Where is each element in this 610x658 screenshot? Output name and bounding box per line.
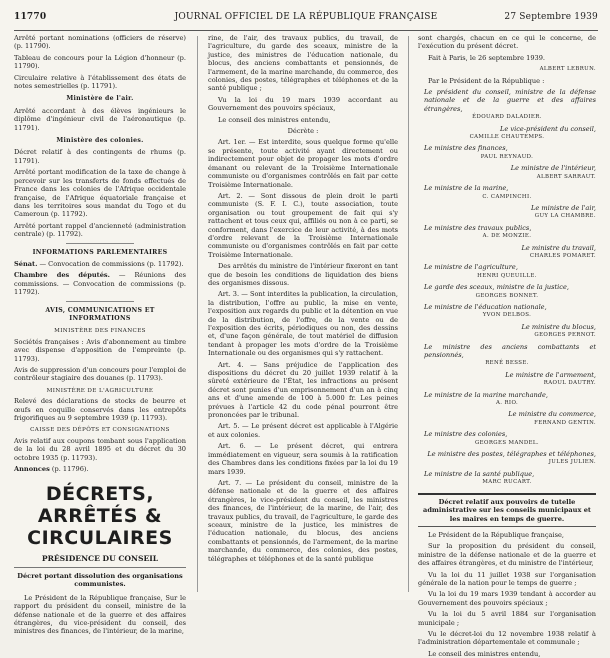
signatory-role: Le ministre de la santé publique,: [424, 469, 535, 478]
signatory-role: Le ministre de l'air,: [531, 203, 596, 212]
signatory-name: YVON DELBOS.: [482, 312, 532, 319]
signatory-name: MARC RUCART.: [482, 479, 532, 486]
section-heading: AVIS, COMMUNICATIONS ET INFORMATIONS: [45, 306, 155, 322]
decrete-label: Décrète :: [287, 127, 319, 136]
entry-label: Chambre des députés.: [14, 271, 110, 280]
signatory-name: PAUL REYNAUD.: [480, 153, 534, 160]
signatory-name: A. RIO.: [495, 400, 519, 407]
signatory-role: Le ministre du commerce,: [508, 410, 596, 419]
article-5: Art. 5. — Le présent décret est applicable à l'Algérie et aux colonies.: [208, 422, 398, 439]
signatory-role: Le garde des sceaux, ministre de la justice,: [424, 283, 569, 292]
summary-entry: [14, 465, 186, 473]
decree-paragraph: Vu la loi du 19 mars 1939 accordant au Gouvernement des pouvoirs spéciaux,: [208, 95, 398, 113]
signatory-role: Le ministre des postes, télégraphes et téléphones,: [427, 450, 596, 459]
signatory-role: Le ministre de l'éducation nationale,: [424, 302, 547, 311]
signatory-role: Le ministre de l'agriculture,: [424, 263, 518, 272]
signatory-intro: Par le Président de la République :: [428, 76, 545, 85]
signing-place-date: Fait à Paris, le 26 septembre 1939.: [428, 53, 545, 62]
signatory-name: CAMILLE CHAUTEMPS.: [469, 134, 545, 141]
decree-paragraph: Le conseil des ministres entendu,: [218, 115, 331, 124]
signatory-name: FERNAND GENTIN.: [534, 419, 596, 426]
signatory-name: ALBERT SARRAUT.: [536, 173, 596, 180]
issue-date: 27 Septembre 1939: [504, 12, 598, 22]
article-4: Art. 4. — Sans préjudice de l'application des dispositions du décret du 20 juillet 1939 relatif à la sûreté extérieure de l'État, les infractions au présent décret sont punies d'un emprisonnement d'un an à cinq ans et d'une amende de 100 à 5.000 fr. Les peines prévues à l'article 42 du code pénal pourront être prononcées par le tribunal.: [208, 360, 398, 420]
ministry-heading: MINISTÈRE DES FINANCES: [54, 328, 146, 335]
summary-entry: Relevé des déclarations de stocks de beurre et œufs en coquille conservés dans les entrepôts frigorifiques au 9 septembre 1939 (p. 11793).: [14, 397, 186, 423]
signatory-name: JULES JULIEN.: [548, 459, 596, 466]
signatory-role: Le ministre de l'intérieur,: [510, 164, 596, 173]
section-heading: INFORMATIONS PARLEMENTAIRES: [32, 248, 168, 256]
article-2: Art. 2. — Sont dissous de plein droit le parti communiste (S. F. I. C.), toute association, toute organisation ou tout groupement de fait qui s'y rattachent et tous ceux qui, affiliés ou non à ce parti, se conforment, dans l'exercice de leur activité, à des mots d'ordre relevant de la Troisième Internationale communiste ou d'organismes contrôlés en fait par cette Troisième Internationale.: [208, 191, 398, 259]
article-1: Art. 1er. — Est interdite, sous quelque forme qu'elle se présente, toute activité ayant directement ou indirectement pour objet de propager les mots d'ordre émanant ou relevant de la Troisième Internationale communiste ou d'organismes contrôlés en fait par cette Troisième Internationale.: [208, 138, 398, 189]
decree-paragraph: Le Président de la République française,: [428, 530, 564, 539]
signatory-name: CHARLES POMARET.: [529, 252, 596, 259]
summary-entry: Arrêté accordant à des élèves ingénieurs le diplôme d'ingénieur civil de l'aéronautique (p. 11791).: [14, 106, 186, 132]
signatory-role: Le ministre de la marine marchande,: [424, 390, 548, 399]
article-3: Art. 3. — Sont interdites la publication, la circulation, la distribution, l'offre au public, la mise en vente, l'exposition aux regards du public et la détention en vue de la distribution, de l'offre, de la vente ou de l'exposition des écrits, périodiques ou non, des dessins et, d'une façon générale, de tout matériel de diffusion tendant à propager les mots d'ordre de la Troisième Internationale ou des organismes qui s'y rattachent.: [208, 290, 398, 358]
signatory-name: ÉDOUARD DALADIER.: [472, 114, 542, 121]
page-number: 11770: [14, 12, 47, 22]
decree-paragraph: Vu le décret-loi du 12 novembre 1938 relatif à l'administration départementale et communale ;: [418, 629, 596, 647]
ministry-heading: Ministère des colonies.: [56, 137, 144, 145]
article-6: Art. 6. — Le présent décret, qui entrera immédiatement en vigueur, sera soumis à la ratification des Chambres dans les conditions fixées par la loi du 19 mars 1939.: [208, 442, 398, 476]
signatory-name: GUY LA CHAMBRE.: [534, 213, 596, 220]
presidence-heading: PRÉSIDENCE DU CONSEIL: [14, 555, 186, 567]
summary-entry: Arrêté portant rappel d'ancienneté (administration centrale) (p. 11792).: [14, 221, 186, 239]
signatory-name: GEORGES MANDEL.: [474, 439, 540, 446]
journal-title: JOURNAL OFFICIEL DE LA RÉPUBLIQUE FRANÇAISE: [174, 12, 438, 22]
divider: [66, 301, 135, 302]
column-rule: [408, 36, 409, 592]
decree-paragraph: Le conseil des ministres entendu,: [428, 649, 541, 658]
decree-preamble: Le Président de la République française, Sur le rapport du président du conseil, ministre de la défense nationale et de la guerre et des affaires étrangères, du vice-président du conseil, des ministres des finances, de l'intérieur, de la marine,: [14, 593, 186, 636]
summary-entry: Circulaire relative à l'établissement des états de notes semestrielles (p. 11791).: [14, 73, 186, 91]
signatory-role: Le président du conseil, ministre de la défense nationale et de la guerre et des affaires étrangères,: [424, 88, 596, 113]
decree-paragraph: Vu la loi du 19 mars 1939 tendant à accorder au Gouvernement des pouvoirs spéciaux ;: [418, 590, 596, 607]
column-right: [418, 34, 596, 658]
summary-entry: Avis de suppression d'un concours pour l'emploi de contrôleur stagiaire des douanes (p. 11793).: [14, 366, 186, 383]
entry-text: — Convocation de commissions (p. 11792).: [37, 259, 184, 268]
signatory-name: A. DE MONZIE.: [482, 233, 532, 240]
divider: [66, 243, 135, 244]
signatory-role: Le ministre du blocus,: [521, 322, 596, 331]
signatory-role: Le ministre de la marine,: [424, 184, 509, 193]
signatory-name: ALBERT LEBRUN.: [539, 66, 596, 73]
signatory-name: C. CAMPINCHI.: [482, 193, 532, 200]
signatory-role: Le ministre du travail,: [521, 243, 596, 252]
column-middle: [208, 34, 398, 594]
signatory-role: Le ministre des anciens combattants et pensionnés,: [424, 342, 596, 359]
summary-entry: [14, 260, 186, 268]
decree-paragraph: Vu la loi du 11 juillet 1938 sur l'organisation générale de la nation pour le temps de guerre ;: [418, 570, 596, 587]
summary-entry: Tableau de concours pour la Légion d'honneur (p. 11790).: [14, 53, 186, 71]
page-header: [14, 8, 598, 31]
decree-paragraph: rine, de l'air, des travaux publics, du travail, de l'agriculture, du garde des sceaux, ministre de la justice, des ministres de l'éducation nationale, du blocus, des anciens combattants et pensionnés, de l'armement, de la marine marchande, du commerce, des colonies, des postes, télégraphes et téléphones et de la santé publique ;: [208, 34, 398, 93]
signatory-role: Le ministre des colonies,: [424, 430, 508, 439]
signatory-name: RAOUL DAUTRY.: [543, 380, 596, 387]
signatory-name: GEORGES PERNOT.: [534, 332, 596, 339]
decree-paragraph: Sur la proposition du président du conseil, ministre de la défense nationale et de la guerre et des affaires étrangères, et du ministre de l'intérieur,: [418, 542, 596, 568]
signatory-role: Le ministre des travaux publics,: [424, 223, 532, 232]
summary-entry: [14, 271, 186, 296]
decree-title: Décret portant dissolution des organisations communistes.: [17, 571, 183, 589]
signatory-name: RENÉ BESSE.: [485, 360, 529, 367]
summary-entry: Sociétés françaises : Avis d'abonnement au timbre avec dispense d'apposition de l'empreinte (p. 11793).: [14, 337, 186, 363]
ministry-heading: CAISSE DES DÉPÔTS ET CONSIGNATIONS: [30, 427, 170, 434]
signatory-role: Le ministre de l'armement,: [505, 370, 596, 379]
decree-paragraph: Vu la loi du 5 avril 1884 sur l'organisation municipale ;: [418, 610, 596, 627]
summary-entry: Décret relatif à des contingents de rhums (p. 11791).: [14, 148, 186, 165]
summary-entry: Arrêté portant nominations (officiers de réserve) (p. 11790).: [14, 34, 186, 51]
entry-label: Annonces: [14, 465, 50, 474]
article-7: Art. 7. — Le président du conseil, ministre de la défense nationale et de la guerre et des affaires étrangères, le vice-président du conseil, les ministres des finances, de l'intérieur, de la marine, de l'air, des travaux publics, du travail, de l'agriculture, le garde des sceaux, ministre de la justice, les ministres de l'éducation nationale, du blocus, des anciens combattants et pensionnés, de l'armement, de la marine marchande, du commerce, des colonies, des postes, télégraphes et téléphones et de la santé publique: [208, 478, 398, 563]
article-2-continued: Des arrêtés du ministre de l'intérieur fixeront en tant que de besoin les conditions de liquidation des biens des organismes dissous.: [208, 262, 398, 287]
summary-entry: Arrêté portant modification de la taxe de change à percevoir sur les transferts de fonds effectués de France dans les colonies de l'Afrique occidentale française, de l'Afrique équatoriale française et dans les territoires sous mandat du Togo et du Cameroun (p. 11792).: [14, 168, 186, 219]
signatory-role: Le vice-président du conseil,: [500, 124, 596, 133]
entry-text: (p. 11796).: [49, 465, 89, 474]
decree-paragraph: sont chargés, chacun en ce qui le concerne, de l'exécution du présent décret.: [418, 34, 596, 51]
summary-entry: Avis relatif aux coupons tombant sous l'application de la loi du 28 avril 1895 et du décret du 30 octobre 1935 (p. 11793).: [14, 436, 186, 462]
entry-label: Sénat.: [14, 259, 38, 268]
signatory-name: GEORGES BONNET.: [475, 292, 539, 299]
ministry-heading: MINISTÈRE DE L'AGRICULTURE: [46, 387, 154, 394]
decree-title-box: Décret relatif aux pouvoirs de tutelle administrative sur les conseils municipaux et les maires en temps de guerre.: [418, 493, 596, 527]
signatory-role: Le ministre des finances,: [424, 144, 508, 153]
entry-text: — Réunions des commissions. — Convocation de commissions (p. 11792).: [14, 271, 186, 297]
decrets-heading: DÉCRETS, ARRÊTÉS & CIRCULAIRES: [27, 483, 173, 550]
signatory-name: HENRI QUEUILLE.: [477, 272, 537, 279]
column-left: [14, 34, 186, 636]
ministry-heading: Ministère de l'air.: [66, 95, 134, 103]
column-rule: [197, 36, 198, 592]
